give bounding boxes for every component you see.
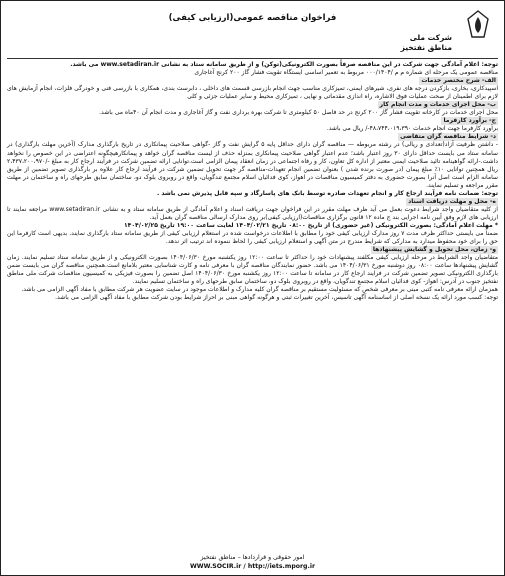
subject-paragraph: مناقصه عمومی یک مرحله ای شماره م م /۰۰۰/۱۴۰۴ مربوط به تعمیر اساسی ایستگاه تقویت فشار گاز ۲۰۰ کرنج آغاجاری [194, 69, 498, 77]
section-b-text: محل اجرای خدمات در کارخانه تقویت فشار گاز ۲۰۰ کرنج در حد فاصل ۵۰ کیلومتری تا شرکت بهره برداری نفت و گاز آغاجاری و مدت انجام آن ۴۰ماه می باشد. [99, 109, 498, 117]
section-b-heading: ب- محل اجرای خدمات و مدت انجام کار [379, 101, 496, 109]
company-line-2: مناطق نفتخیز [400, 43, 452, 52]
section-v-heading: و- زمان، محل تحویل و گشایش پیشنهادها [372, 246, 496, 254]
notice-body [7, 61, 498, 302]
section-d-text: - داشتن ظرفیت آزاد(تعدادی و ریالی) در رشته مربوطه — مناقصه گران دارای حداقل پایه ۵ گرایش نفت و گاز -گواهی صلاحیت پیمانکاری در تاریخ بارگذاری مدارک (آخرین مهلت بارگذاری) در سامانه ستاد می بایست حداقل دارای ۳۰ روز اعتبار باشد؛ عدم اعتبار گواهی صلاحیت پیمانکاری بمنزله حذف از لیست مناقصه گران خواهد و پیمانکارهیچگونه اعتراضی در این خصوص را نخواهد داشت.-ارائه گواهینامه تائید صلاحیت ایمنی معتبر از اداره کل تعاون، کار و رفاه اجتماعی در زمان انعقاد پیمان الزامی است.توانایی ارائه تضمین شرکت در فرآیند ارجاع کار به مبلغ -/۲،۴۳۷،۲۰۰،۹۷۰ ریال همچنین توانایی ۱۰٪ مبلغ پیمان (در صورت برنده شدن ) بعنوان تضمین انجام تعهدات-مناقصه گر جهت تحویل تضمین شرکت در فرآیند ارجاع کار علاوه بر بارگذاری تصویر تضمین از طریق سامانه الزام است اصل آنرا بصورت حضوری به دفتر کمیسیون مناقصات در اهواز، کوی فدائیان اسلام مجتمع تندگویان، واقع در روبروی بلوک دو، ساختمان سایق طرحهای راه و ساختمان در مهلت مقرر مراجعه و تسلیم نمایند. [7, 141, 498, 189]
notice-title: فراخوان مناقصه عمومی(ارزیابی کیفی) [168, 13, 337, 23]
section-a-text: اسپیدکاری، بخاری، بازکردن درجه های نفری، شیرهای ایمنی، تمیزکاری مناسب جهت انجام بازرسی قسمت های داخلی ، دابرست بندی، همکاری با بازرسی فنی و خودرگی فلزات، انجام آزمایش های لازم برای اطمینان از صحت عملیات فوق الاشاره، راه اندازی مقدماتی و نهایی ، تمیزکاری محیط و سایر عملیات جزئی و کلی [7, 85, 498, 101]
section-a-heading: الف- شرح مختصر خدمات [421, 77, 496, 85]
section-h-text: از کلیه متقاضیان واجد شرایط دعوت بعمل می آید ظرف مهلت مقرر در این فراخوان جهت دریافت اسناد و اعلام آمادگی از طریق سامانه ستاد و به نشانی www.setadiran.ir مراجعه نمایند تا ارزیابی های لازم وفق آیین نامه اجرایی بند ج ماده ۱۲ قانون برگزاری مناقصات(ارزیابی کیفی)بر روی مدارک ارسالی مناقصه گران بعمل آید. [7, 205, 498, 221]
closing-paragraph-2: توجه: کسب مورد ارائه یک نسخه اصلی از اساسنامه آگهی تاسیس، آخرین تغییرات ثبتی و هرگونه گواهی مبنی بر احراز شرایط بودن شرکت مطابق با مفاد آگهی الزامی می باشد. [55, 294, 498, 302]
section-d-note: توجه: ضمانت نامه فرآیند ارجاع کار و انجام تعهدات صادره توسط بانک های پاسارگاد و سپه قابل پذیرش نمی باشد . [157, 189, 498, 197]
header-divider [7, 58, 498, 59]
company-line-1: شرکت ملی [409, 33, 452, 42]
section-d-heading: د- شرایط مناقصه گران متقاضی [400, 133, 496, 141]
section-h-text-2: ضمناً می بایستی حداکثر ظرف مدت ۷ روز مدارک ارزیابی کیفی خود را مطابق با اطلاعات درخواست شده در استعلام ارزیابی کیفی از طریق سامانه ستاد بارگذاری نمایند. بدیهی است کارفرما این حق را برای خود محفوظ میدارد به مدارکی که شرایط مندرج در متن آگهی و استعلام ارزیابی کیفی را لحاظ ننموده اند ترتیب اثر ندهد. [7, 229, 498, 246]
company-name [401, 33, 452, 53]
note-paragraph: توجه: اعلام آمادگی جهت شرکت در این مناقصه صرفاً بصورت الکترونیکی(توکن) و از طریق سامانه ستاد به نشانی www.setadiran.ir می باشد. [70, 61, 498, 68]
notice-footer [7, 553, 498, 571]
section-v-text: متقاضیان واجد الشرایط در مرحله ارزیابی کیفی مکلفند پیشنهادات خود را حداکثر تا ساعت ۱۲:۰۰ روز یکشنبه مورخ ۱۴۰۴/۰۶/۳۰ بصورت الکترونیکی و از طریق سامانه ستاد تسلیم نمایند. زمان گشایش پیشنهادها ساعت ۰۸:۰۰ روز دوشنبه مورخ ۱۴۰۴/۰۶/۳۱ می باشد. حضور نمایندگان مناقصه گران با معرفی نامه و کارت شناسایی معتبر بلامانع است.همچنین مناقصه گران می بایست ضمن بارگذاری الکترونیکی تصویر تضمین شرکت در فرایند ارجاع کار در سامانه تا ساعت ۱۲:۰۰ روز یکشنبه مورخ ۱۴۰۴/۰۶/۳۰ اصل تضمین را بصورت فیزیکی به کمیسیون مناقصات شرکت ملی مناطق نفتخیز جنوب در آدرس: اهواز- کوی فدائیان اسلام مجتمع تندگویان، واقع در روبروی بلوک دو، ساختمان سابق طرحهای راه و ساختمان تسلیم نمایند. [7, 254, 499, 286]
footer-websites[interactable]: WWW.SOCIR.ir / http://iets.mporg.ir [189, 563, 316, 570]
notice-header [7, 5, 498, 57]
section-h-dates: * مهلت اعلام آمادگی: بصورت الکترونیکی (غیر حضوری) از تاریخ ۰۸:۰۰ تاریخ ۱۴۰۴/۰۲/۲۱ لغایت ساعت ۱۹:۰۰ تاریخ ۱۴۰۴/۰۲/۲۵ [123, 221, 498, 229]
section-h-heading: ه- محل و مهلت دریافت اسناد [408, 197, 496, 205]
footer-department: امور حقوقی و قراردادها – مناطق نفتخیز [200, 554, 305, 561]
closing-paragraph-1: همزمان ارائه معرفی نامه کتبی مبنی بر معرفی شخص که مسئولیت مستقیم بر مناقصه گران کلیه مدارک و اطلاعات موجود در سایت عضویت هر شرکت مطابق با مفاد آگهی الزامی می باشد. [21, 286, 498, 294]
section-c-heading: ج- برآورد کارفرما [443, 117, 496, 125]
section-c-text: برآورد کارفرما جهت انجام خدمات ۴۸،۷۴۴،۰۱۹،۳۹۰-/ ریال می باشد. [326, 125, 498, 133]
